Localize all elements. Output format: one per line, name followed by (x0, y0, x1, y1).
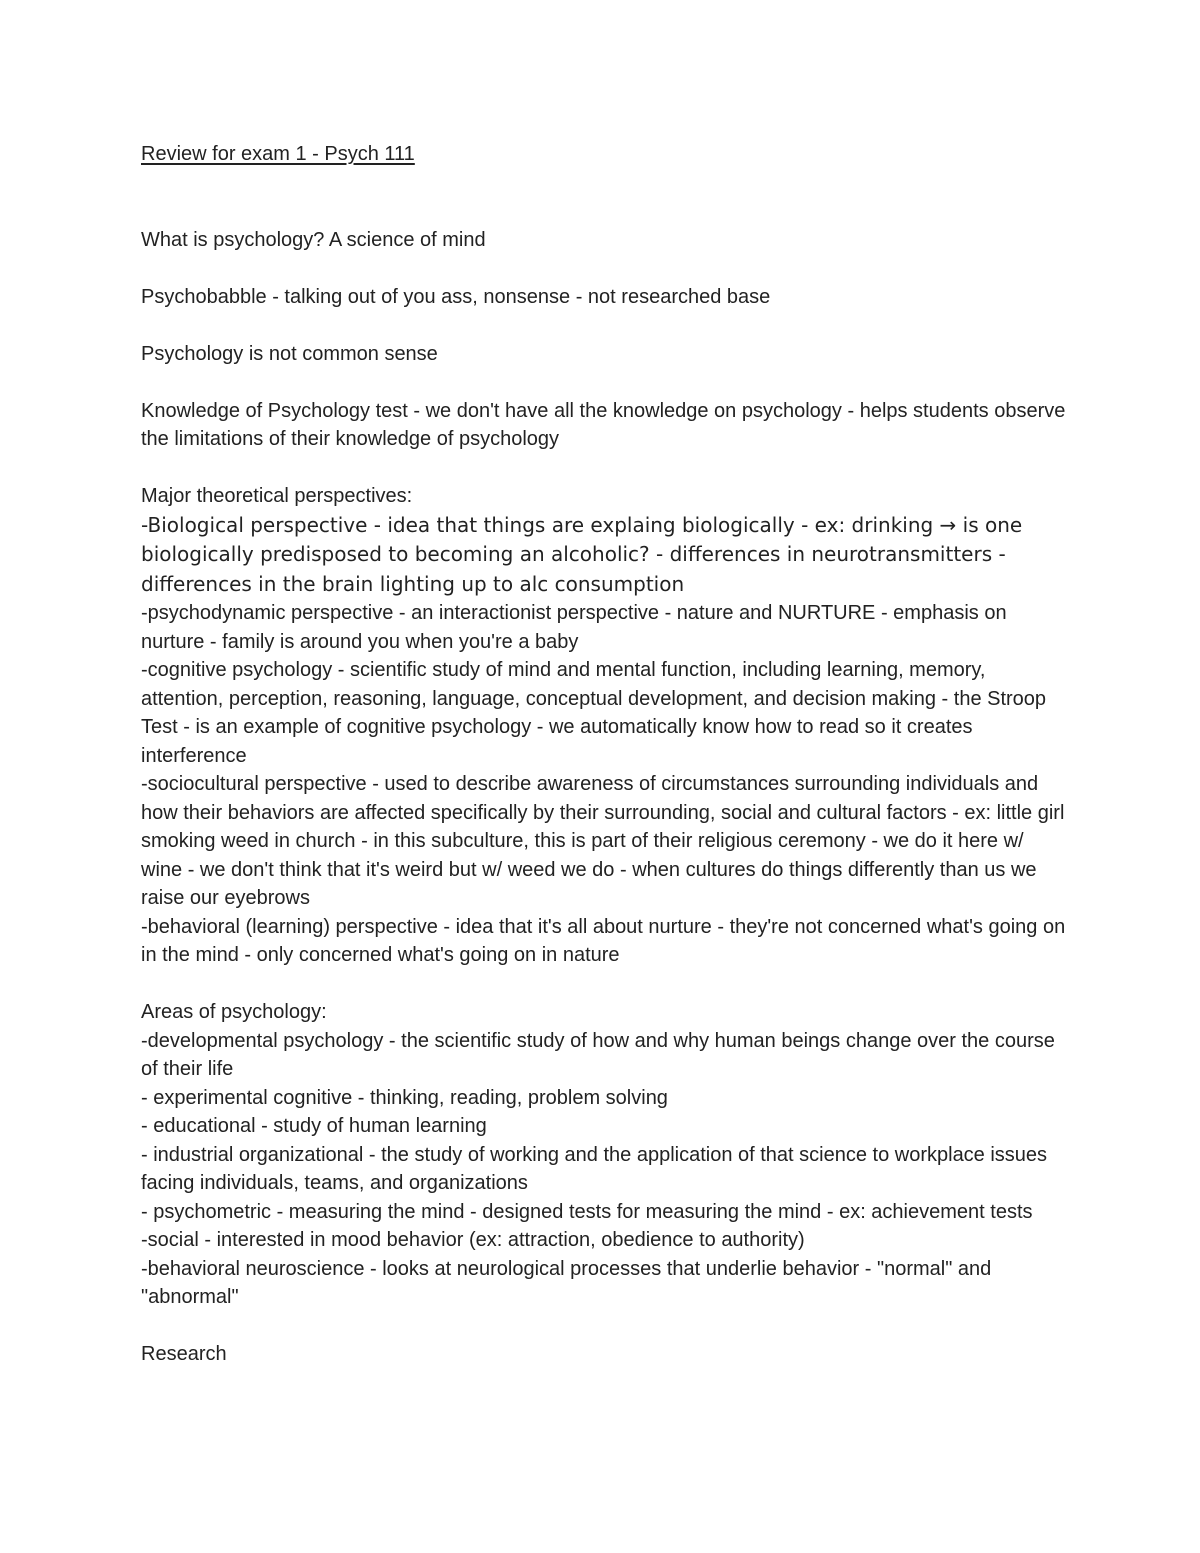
spacer (141, 254, 1066, 283)
area-social: -social - interested in mood behavior (ex: attraction, obedience to authority) (141, 1229, 805, 1251)
spacer (141, 311, 1066, 340)
paragraph-psychobabble: Psychobabble - talking out of you ass, nonsense - not researched base (141, 285, 771, 308)
document-body (141, 140, 1066, 1369)
paragraph-knowledge-test: Knowledge of Psychology test - we don't have all the knowledge on psychology - helps students observe the limitations of their knowledge of psychology (141, 399, 1066, 450)
paragraph-common-sense: Psychology is not common sense (141, 342, 438, 365)
perspective-psychodynamic: -psychodynamic perspective - an interactionist perspective - nature and NURTURE - emphasis on nurture - family is around you when you're a baby (141, 602, 1007, 653)
perspectives-heading: Major theoretical perspectives: (141, 485, 413, 507)
paragraph-what-is-psychology: What is psychology? A science of mind (141, 228, 486, 251)
area-psychometric: - psychometric - measuring the mind - designed tests for measuring the mind - ex: achievement tests (141, 1200, 1033, 1223)
perspective-behavioral: -behavioral (learning) perspective - idea that it's all about nurture - they're not concerned what's going on in the mind - only concerned what's going on in nature (141, 915, 1066, 966)
perspective-cognitive: -cognitive psychology - scientific study of mind and mental function, including learning, memory, attention, perception, reasoning, language, conceptual development, and decision making - the Stroop Test - is an example of cognitive psychology - we automatically know how to read so it creates interference (141, 659, 1047, 767)
spacer (141, 1312, 1066, 1341)
area-experimental-cognitive: - experimental cognitive - thinking, reading, problem solving (141, 1086, 668, 1109)
research-heading: Research (141, 1343, 227, 1365)
spacer (141, 169, 1066, 226)
areas-heading: Areas of psychology: (141, 1001, 327, 1023)
perspective-sociocultural: -sociocultural perspective - used to describe awareness of circumstances surrounding individuals and how their behaviors are affected specifically by their surrounding, social and cultural factors - ex: little girl smoking weed in church - in this subculture, this is part of their religious ceremony - we do it here w/ wine - we don't think that it's weird but w/ weed we do - when cultures do things differently than us we raise our eyebrows (141, 773, 1065, 909)
area-industrial-organizational: - industrial organizational - the study of working and the application of that science to workplace issues facing individuals, teams, and organizations (141, 1143, 1048, 1194)
area-developmental: -developmental psychology - the scientific study of how and why human beings change over the course of their life (141, 1029, 1055, 1080)
area-educational: - educational - study of human learning (141, 1115, 487, 1137)
spacer (141, 970, 1066, 999)
perspective-biological: -Biological perspective - idea that things are explaing biologically - ex: drinking → is one biologically predisposed to becoming an alcoholic? - differences in neurotransmitters - differences in the brain lighting up to alc consumption (141, 512, 1023, 596)
spacer (141, 454, 1066, 483)
spacer (141, 368, 1066, 397)
document-title: Review for exam 1 - Psych 111 (141, 143, 415, 165)
area-behavioral-neuroscience: -behavioral neuroscience - looks at neurological processes that underlie behavior - "normal" and "abnormal" (141, 1257, 992, 1308)
